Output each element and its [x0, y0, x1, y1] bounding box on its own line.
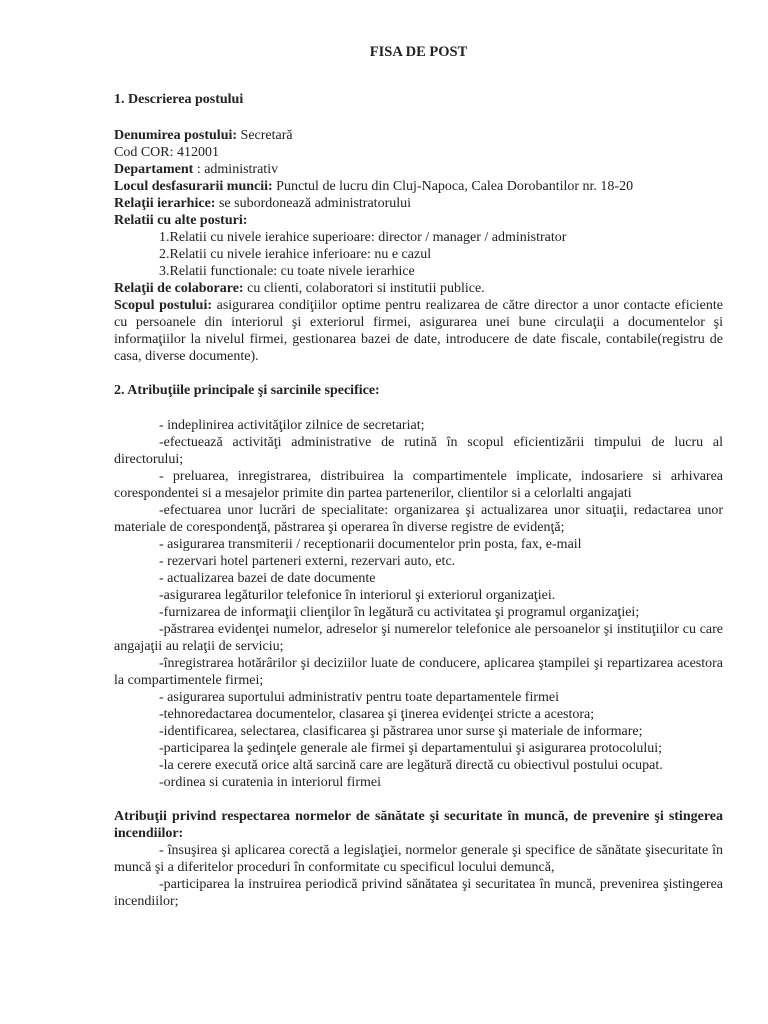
- field-colaborare: [114, 280, 723, 297]
- list-item: 2.Relatii cu nivele ierahice inferioare: nu e cazul: [159, 247, 432, 262]
- field-denumire: [114, 127, 723, 144]
- list-item: -ordinea si curatenia in interiorul firmei: [159, 775, 381, 790]
- field-value: se subordonează administratorului: [215, 196, 412, 211]
- field-locul: [114, 178, 723, 195]
- field-scop: [114, 297, 723, 365]
- field-cod-cor: Cod COR: 412001: [114, 145, 220, 160]
- field-relatii-alte-label: Relatii cu alte posturi:: [114, 213, 248, 228]
- list-item: -înregistrarea hotărârilor şi deciziilor luate de conducere, aplicarea ştampilei şi repartizarea acestora la compartimentele firmei;: [114, 656, 723, 688]
- list-item: -la cerere execută orice altă sarcină care are legătură directă cu obiectivul postului ocupat.: [159, 758, 663, 773]
- field-relatii-ierarhice: [114, 195, 723, 212]
- field-label: Departament: [114, 162, 194, 177]
- field-value: asigurarea condiţiilor optime pentru realizarea de către director a unor contacte eficiente cu persoanele din interiorul şi exteriorul firmei, asigurarea unei bune circulaţii a documentelor şi informaţiilor la nivelul firmei, gestionarea bazei de date, introducere de date fiscale, contabile(registru de casa, diverse documente).: [114, 298, 723, 364]
- list-item: - asigurarea transmiterii / receptionarii documentelor prin posta, fax, e-mail: [159, 537, 582, 552]
- list-item: - rezervari hotel parteneri externi, rezervari auto, etc.: [159, 554, 456, 569]
- field-value: cu clienti, colaboratori si institutii publice.: [243, 281, 485, 296]
- list-item: -tehnoredactarea documentelor, clasarea şi ţinerea evidenţei stricte a acestora;: [159, 707, 595, 722]
- list-item: -participarea la şedinţele generale ale firmei şi departamentului şi asigurarea protocolului;: [159, 741, 663, 756]
- list-item: -păstrarea evidenţei numelor, adreselor şi numerelor telefonice ale persoanelor şi instituţiilor cu care angajaţii au relaţii de serviciu;: [114, 622, 723, 654]
- list-item: -participarea la instruirea periodică privind sănătatea şi securitatea în muncă, prevenirea şistingerea incendiilor;: [114, 877, 723, 909]
- list-item: - asigurarea suportului administrativ pentru toate departamentele firmei: [159, 690, 560, 705]
- field-label: Relaţii ierarhice:: [114, 196, 216, 211]
- list-item: - preluarea, inregistrarea, distribuirea la compartimentele implicate, indosariere si arhivarea corespondentei si a mesajelor primite din partea partenerilor, clientilor si a celorlalti angajati: [114, 469, 723, 501]
- field-departament: [114, 161, 723, 178]
- list-item: - indeplinirea activităţilor zilnice de secretariat;: [159, 418, 425, 433]
- list-item: -asigurarea legăturilor telefonice în interiorul şi exteriorul organizaţiei.: [159, 588, 556, 603]
- list-item: -efectuarea unor lucrări de specialitate: organizarea şi actualizarea unor situaţii, redactarea unor materiale de corespondenţă, păstrarea şi operarea în diverse registre de evidenţă;: [114, 503, 723, 535]
- section-1-heading: 1. Descrierea postului: [114, 92, 244, 107]
- list-item: - actualizarea bazei de date documente: [159, 571, 376, 586]
- field-value: Punctul de lucru din Cluj-Napoca, Calea Dorobantilor nr. 18-20: [272, 179, 634, 194]
- field-value: : administrativ: [193, 162, 279, 177]
- list-item: - însuşirea şi aplicarea corectă a legislaţiei, normelor generale şi specifice de sănătate şisecuritate în muncă şi a diferitelor proceduri în conformitate cu specificul locului demuncă,: [114, 843, 723, 875]
- document-title: FISA DE POST: [369, 44, 468, 60]
- field-label: Locul desfasurarii muncii:: [114, 179, 273, 194]
- field-label: Relaţii de colaborare:: [114, 281, 244, 296]
- list-item: 1.Relatii cu nivele ierahice superioare: director / manager / administrator: [159, 230, 567, 245]
- list-item: 3.Relatii functionale: cu toate nivele ierarhice: [159, 264, 415, 279]
- list-item: -efectuează activităţi administrative de rutină în scopul eficientizării timpului de lucru al directorului;: [114, 435, 723, 467]
- field-value: Secretară: [237, 128, 293, 143]
- section-3-heading: Atribuţii privind respectarea normelor de sănătate şi securitate în muncă, de prevenire şi stingerea incendiilor:: [114, 809, 723, 841]
- field-label: Scopul postului:: [114, 298, 212, 313]
- field-label: Denumirea postului:: [114, 128, 238, 143]
- list-item: -furnizarea de informaţii clienţilor în legătură cu activitatea şi programul organizaţiei;: [159, 605, 640, 620]
- section-2-heading: 2. Atribuţiile principale şi sarcinile specifice:: [114, 383, 380, 398]
- list-item: -identificarea, selectarea, clasificarea şi păstrarea unor surse şi materiale de informare;: [159, 724, 643, 739]
